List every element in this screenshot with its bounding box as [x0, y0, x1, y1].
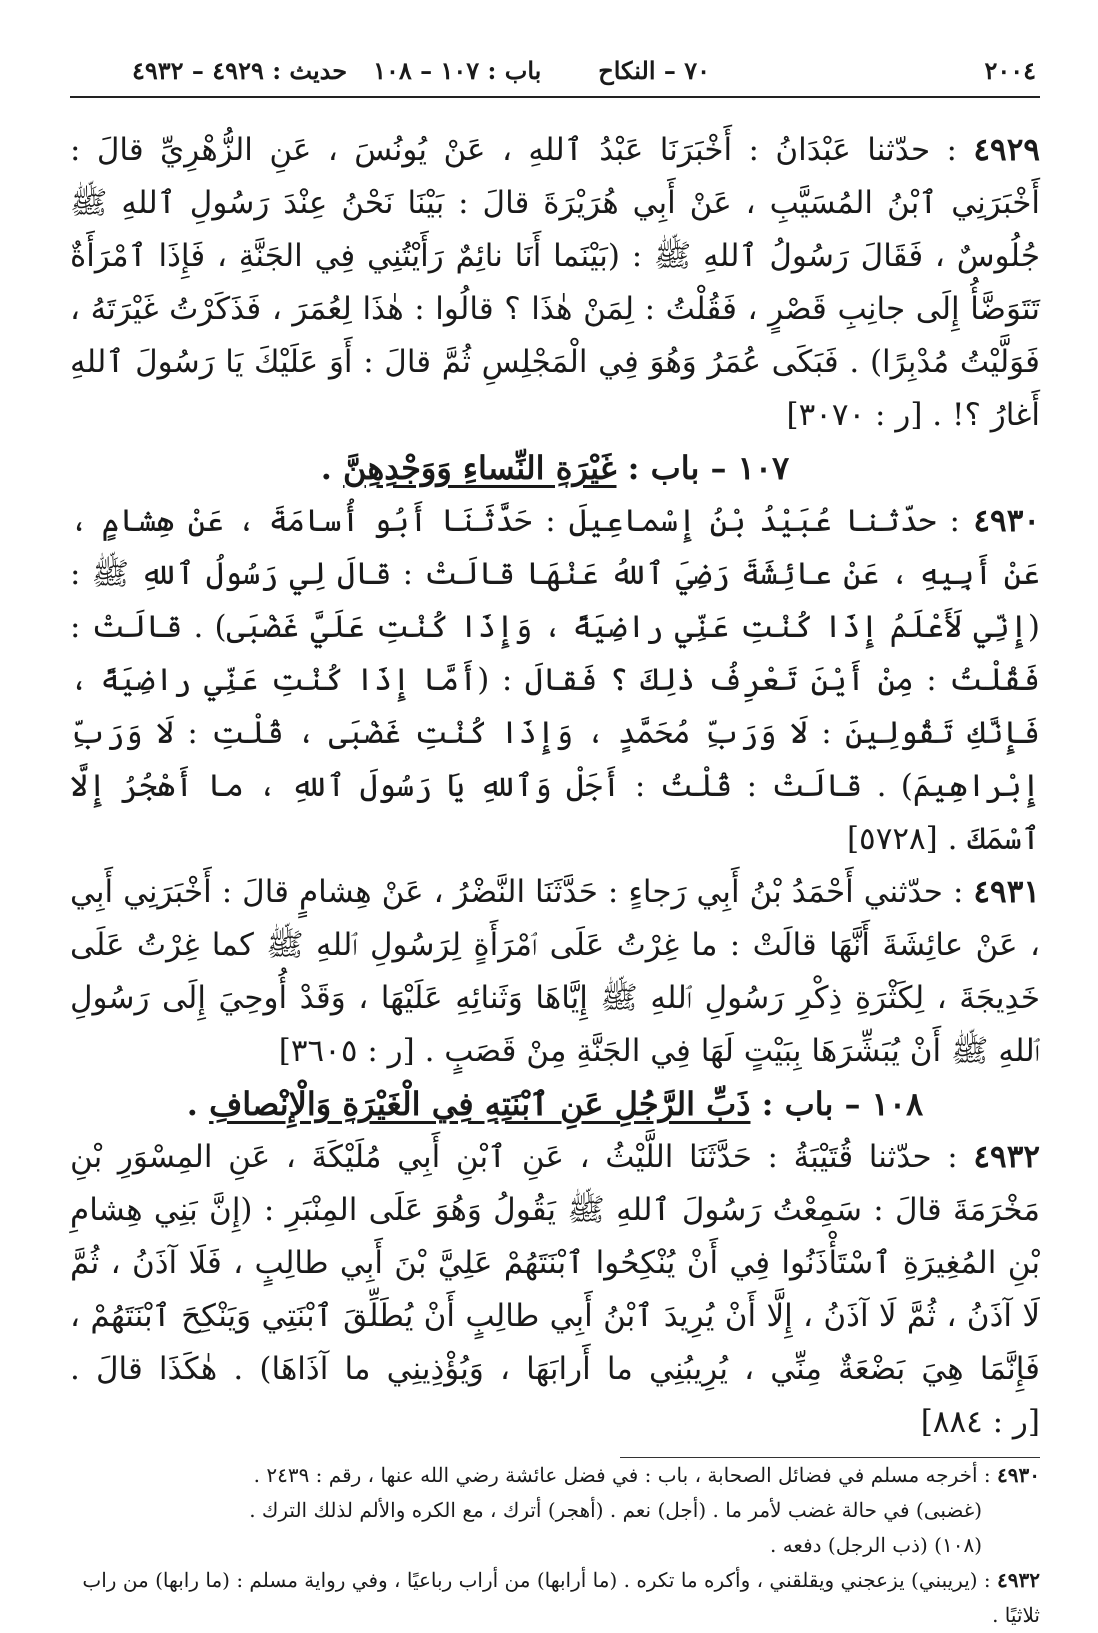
chapter-title: ذَبِّ الرَّجُلِ عَنِ ٱبْنَتِهِ فِي الْغَيْرَةِ وَالْإِنْصافِ	[209, 1085, 751, 1123]
hadith-number: ٤٩٣١	[973, 874, 1040, 910]
hadith-text: : حدّثني أَحْمَدُ بْنُ أَبِي رَجاءٍ : حَدَّثَنَا النَّضْرُ ، عَنْ هِشامٍ قالَ : أَخْبَرَنِي أَبِي ، عَنْ عائِشَةَ أَنَّهَا قالَتْ : ما غِرْتُ عَلَى ٱمْرَأَةٍ لِرَسُولِ ٱللهِ ﷺ كما غِرْتُ عَلَى خَدِيجَةَ ، لِكَثْرَةِ ذِكْرِ رَسُولِ ٱللهِ ﷺ إِيَّاهَا وَثَنائِهِ عَلَيْهَا ، وَقَدْ أُوحِيَ إِلَى رَسُولِ ٱللهِ ﷺ أَنْ يُبَشِّرَهَا بِبَيْتٍ لَهَا فِي الجَنَّةِ مِنْ قَصَبٍ .	[70, 874, 1040, 1069]
chapter-label: ١٠٨ – باب :	[750, 1085, 924, 1123]
chapter-title: غَيْرَةِ النِّساءِ وَوَجْدِهِنَّ	[343, 449, 617, 487]
cross-reference: [ر : ٨٨٤]	[920, 1404, 1040, 1440]
footnote-number: ٤٩٣٠	[997, 1463, 1040, 1487]
footnote-text: : أخرجه مسلم في فضائل الصحابة ، باب : في فضل عائشة رضي الله عنها ، رقم : ٢٤٣٩ .	[253, 1463, 998, 1487]
footnote-text: : (يريبني) يزعجني ويقلقني ، وأكره ما تكره . (ما أرابها) من أراب رباعيًا ، وفي رواية مسلم : (ما رابها) من راب ثلاثيًا .	[82, 1568, 1040, 1627]
chapter-end: .	[186, 1085, 210, 1123]
hadith-4931	[70, 866, 1040, 1078]
chapter-end: .	[320, 449, 344, 487]
chapter-heading-108	[70, 1078, 1040, 1131]
hadith-number: ٤٩٢٩	[973, 132, 1040, 168]
main-text	[70, 124, 1040, 1449]
footnote-4930-gloss: (غضبى) في حالة غضب لأمر ما . (أجل) نعم . (أهجر) أترك ، مع الكره والألم لذلك الترك .	[249, 1498, 982, 1522]
header-references	[106, 56, 541, 85]
hadith-4929	[70, 124, 1040, 442]
footnotes	[70, 1458, 1040, 1633]
hadith-4932	[70, 1131, 1040, 1449]
header-hadith-range: حديث : ٤٩٢٩ – ٤٩٣٢	[132, 56, 348, 85]
hadith-text: : حدّثنا عَبْدَانُ : أَخْبَرَنَا عَبْدُ ٱللهِ ، عَنْ يُونُسَ ، عَنِ الزُّهْرِيِّ قالَ : أَخْبَرَنِي ٱبْنُ المُسَيَّبِ ، عَنْ أَبِي هُرَيْرَةَ قالَ : بَيْنَا نَحْنُ عِنْدَ رَسُولِ ٱللهِ ﷺ جُلُوسٌ ، فَقَالَ رَسُولُ ٱللهِ ﷺ : (بَيْنَما أَنَا نائِمٌ رَأَيْتُنِي فِي الجَنَّةِ ، فَإِذَا ٱمْرَأَةٌ تَتَوَضَّأُ إِلَى جانِبِ قَصْرٍ ، فَقُلْتُ : لِمَنْ هٰذَا ؟ قالُوا : هٰذَا لِعُمَرَ ، فَذَكَرْتُ غَيْرَتَهُ ، فَوَلَّيْتُ مُدْبِرًا) . فَبَكَى عُمَرُ وَهُوَ فِي الْمَجْلِسِ ثُمَّ قالَ : أَوَ عَلَيْكَ يَا رَسُولَ ٱللهِ أَغارُ ؟! .	[70, 132, 1040, 433]
cross-reference: [ر : ٣٦٠٥]	[278, 1033, 415, 1069]
chapter-heading-107	[70, 442, 1040, 495]
running-header	[70, 52, 1040, 98]
book-title: ٧٠ – النكاح	[598, 56, 710, 85]
footnote-4932	[70, 1563, 1040, 1633]
hadith-number: ٤٩٣٠	[973, 503, 1040, 539]
hadith-text: : حدّثنا قُتَيْبَةُ : حَدَّثَنَا اللَّيْثُ ، عَنِ ٱبْنِ أَبِي مُلَيْكَةَ ، عَنِ المِسْوَرِ بْنِ مَخْرَمَةَ قالَ : سَمِعْتُ رَسُولَ ٱللهِ ﷺ يَقُولُ وَهُوَ عَلَى المِنْبَرِ : (إِنَّ بَنِي هِشامِ بْنِ المُغِيرَةِ ٱسْتَأْذَنُوا فِي أَنْ يُنْكِحُوا ٱبْنَتَهُمْ عَلِيَّ بْنَ أَبِي طالِبٍ ، فَلَا آذَنُ ، ثُمَّ لَا آذَنُ ، ثُمَّ لَا آذَنُ ، إِلَّا أَنْ يُرِيدَ ٱبْنُ أَبِي طالِبٍ أَنْ يُطَلِّقَ ٱبْنَتِي وَيَنْكِحَ ٱبْنَتَهُمْ ، فَإِنَّمَا هِيَ بَضْعَةٌ مِنِّي ، يُرِيبُنِي ما أَرابَهَا ، وَيُؤْذِينِي ما آذَاهَا) . هٰكَذَا قالَ .	[70, 1139, 1040, 1387]
header-bab: باب : ١٠٧ – ١٠٨	[373, 56, 542, 85]
footnote-number: ٤٩٣٢	[997, 1568, 1040, 1592]
footnote-4930	[70, 1458, 1040, 1493]
cross-reference: [٥٧٢٨]	[846, 821, 938, 857]
chapter-label: ١٠٧ – باب :	[616, 449, 790, 487]
hadith-4930	[70, 495, 1040, 866]
hadith-number: ٤٩٣٢	[973, 1139, 1040, 1175]
page-number: ٢٠٠٤	[984, 56, 1036, 85]
hadith-text: : حدّثنا عُبَيْدُ بْنُ إِسْماعِيلَ : حَدَّثَنَا أَبُو أُسامَةَ ، عَنْ هِشامٍ ، عَنْ أَبِيهِ ، عَنْ عائِشَةَ رَضِيَ ٱللهُ عَنْهَا قالَتْ : قالَ لِي رَسُولُ ٱللهِ ﷺ : (إِنِّي لَأَعْلَمُ إِذَا كُنْتِ عَنِّي راضِيَةً ، وَإِذَا كُنْتِ عَلَيَّ غَضْبَى) . قالَتْ : فَقُلْتُ : مِنْ أَيْنَ تَعْرِفُ ذٰلِكَ ؟ فَقالَ : (أَمَّا إِذَا كُنْتِ عَنِّي راضِيَةً ، فَإِنَّكِ تَقُولِينَ : لَا وَرَبِّ مُحَمَّدٍ ، وَإِذَا كُنْتِ غَضْبَى ، قُلْتِ : لَا وَرَبِّ إِبْراهِيمَ) . قالَتْ : قُلْتُ : أَجَلْ وَٱللهِ يَا رَسُولَ ٱللهِ ، ما أَهْجُرُ إِلَّا ٱسْمَكَ .	[70, 503, 1040, 857]
footnote-108-gloss: (١٠٨) (ذب الرجل) دفعه .	[769, 1533, 982, 1557]
cross-reference: [ر : ٣٠٧٠]	[786, 397, 923, 433]
